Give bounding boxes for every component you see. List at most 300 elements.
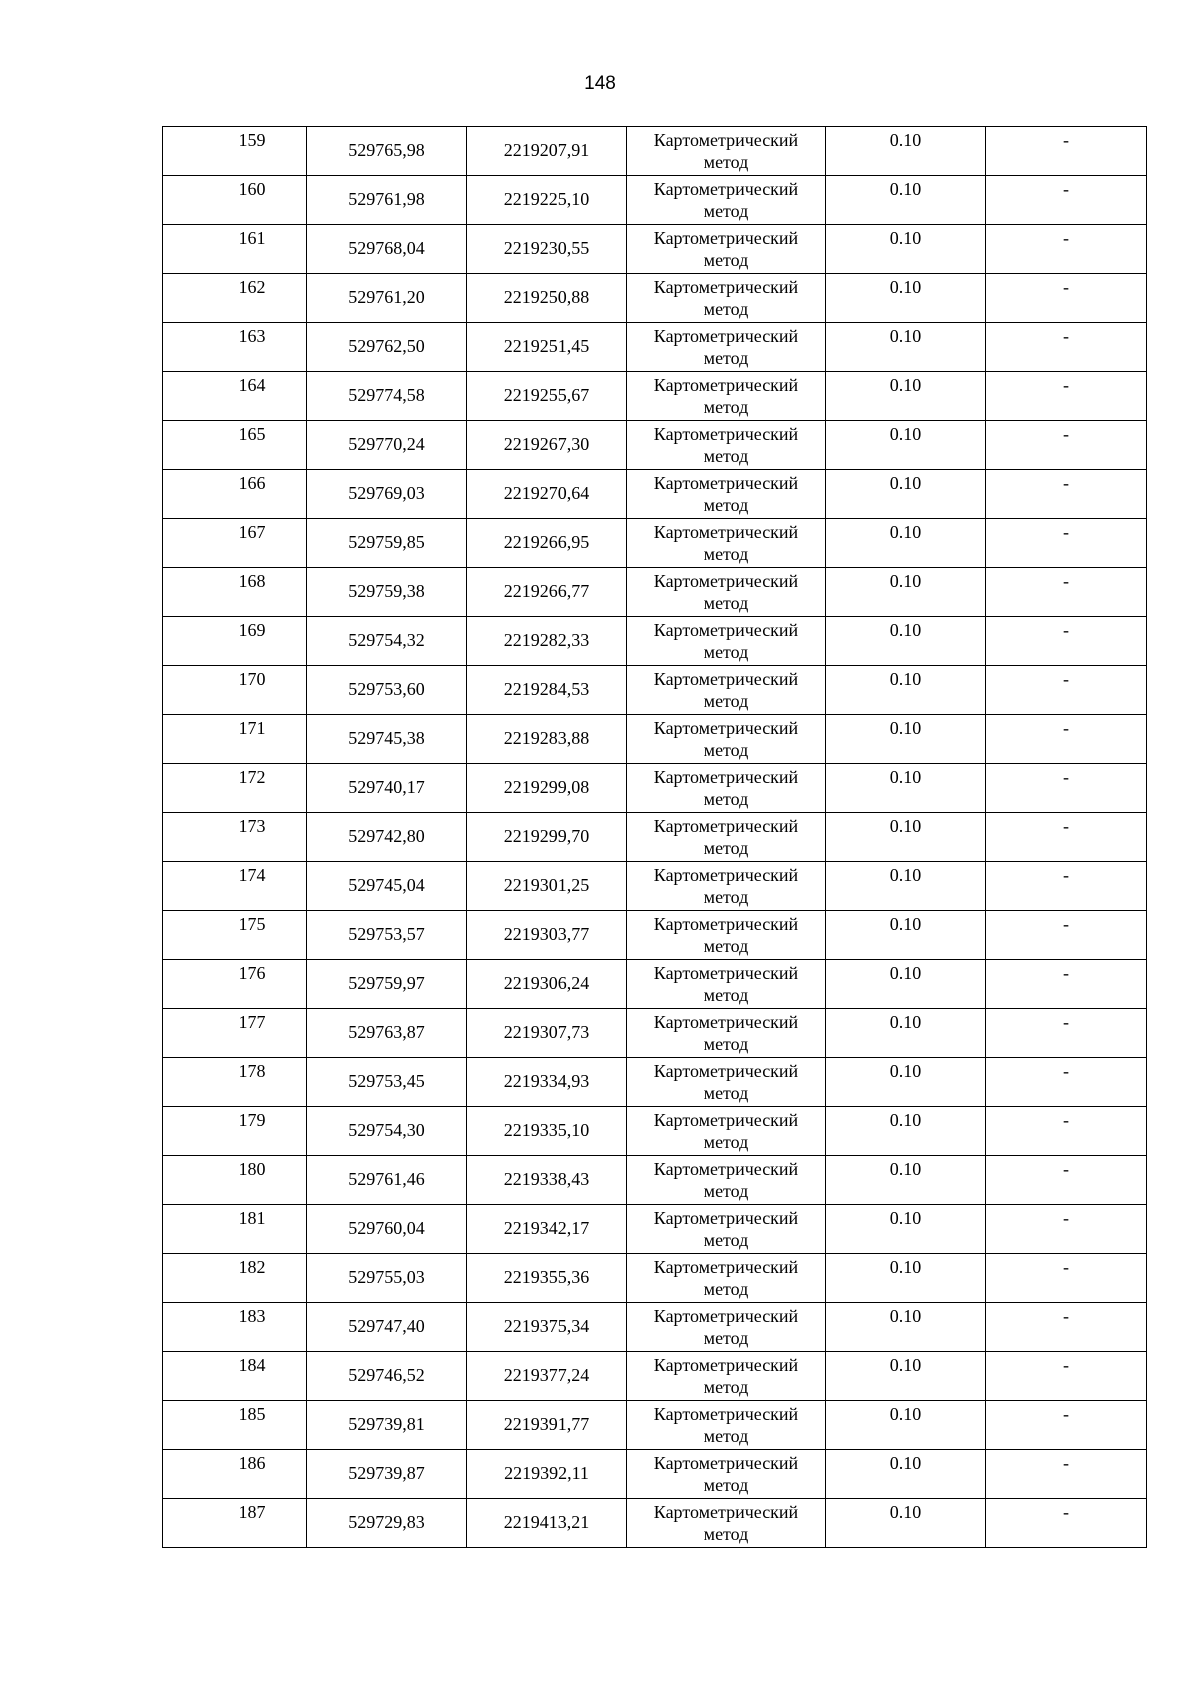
accuracy-cell xyxy=(826,519,986,568)
description-cell xyxy=(986,1499,1147,1548)
accuracy-cell xyxy=(826,1499,986,1548)
method-cell xyxy=(627,960,826,1009)
point-number-cell xyxy=(163,323,307,372)
point-number-cell xyxy=(163,470,307,519)
table-row xyxy=(163,862,1147,911)
y-coordinate-cell-text: 2219207,91 xyxy=(503,140,590,160)
method-cell xyxy=(627,1254,826,1303)
point-number-cell xyxy=(163,911,307,960)
point-number-cell-text: 176 xyxy=(238,963,266,983)
x-coordinate-cell-text: 529759,38 xyxy=(348,581,425,601)
point-number-cell xyxy=(163,1352,307,1401)
x-coordinate-cell xyxy=(307,372,467,421)
accuracy-cell-text: 0.10 xyxy=(889,1404,922,1424)
x-coordinate-cell xyxy=(307,1205,467,1254)
method-cell-text: Картометрический метод xyxy=(653,1404,799,1446)
table-row xyxy=(163,1107,1147,1156)
description-cell-text: - xyxy=(1063,816,1069,836)
description-cell xyxy=(986,372,1147,421)
accuracy-cell-text: 0.10 xyxy=(889,228,922,248)
accuracy-cell xyxy=(826,1303,986,1352)
table-row xyxy=(163,1205,1147,1254)
y-coordinate-cell-text: 2219266,77 xyxy=(503,581,590,601)
table-row xyxy=(163,1058,1147,1107)
point-number-cell-text: 174 xyxy=(238,865,266,885)
point-number-cell-text: 184 xyxy=(238,1355,266,1375)
method-cell xyxy=(627,764,826,813)
x-coordinate-cell xyxy=(307,1499,467,1548)
point-number-cell-text: 186 xyxy=(238,1453,266,1473)
point-number-cell-text: 185 xyxy=(238,1404,266,1424)
method-cell xyxy=(627,1107,826,1156)
table-row xyxy=(163,372,1147,421)
accuracy-cell xyxy=(826,911,986,960)
x-coordinate-cell-text: 529739,81 xyxy=(348,1414,425,1434)
point-number-cell xyxy=(163,1107,307,1156)
method-cell xyxy=(627,911,826,960)
point-number-cell-text: 166 xyxy=(238,473,266,493)
method-cell xyxy=(627,323,826,372)
method-cell xyxy=(627,666,826,715)
table-row xyxy=(163,519,1147,568)
y-coordinate-cell-text: 2219267,30 xyxy=(503,434,590,454)
point-number-cell xyxy=(163,1009,307,1058)
description-cell-text: - xyxy=(1063,1502,1069,1522)
y-coordinate-cell-text: 2219250,88 xyxy=(503,287,590,307)
point-number-cell-text: 171 xyxy=(238,718,266,738)
accuracy-cell xyxy=(826,666,986,715)
method-cell-text: Картометрический метод xyxy=(653,816,799,858)
accuracy-cell xyxy=(826,813,986,862)
accuracy-cell xyxy=(826,1205,986,1254)
method-cell-text: Картометрический метод xyxy=(653,1159,799,1201)
accuracy-cell-text: 0.10 xyxy=(889,1502,922,1522)
x-coordinate-cell xyxy=(307,862,467,911)
y-coordinate-cell xyxy=(467,568,627,617)
method-cell xyxy=(627,862,826,911)
description-cell-text: - xyxy=(1063,1159,1069,1179)
description-cell xyxy=(986,1450,1147,1499)
accuracy-cell-text: 0.10 xyxy=(889,1257,922,1277)
method-cell xyxy=(627,1205,826,1254)
method-cell-text: Картометрический метод xyxy=(653,228,799,270)
x-coordinate-cell-text: 529768,04 xyxy=(348,238,425,258)
description-cell-text: - xyxy=(1063,1453,1069,1473)
accuracy-cell-text: 0.10 xyxy=(889,816,922,836)
point-number-cell xyxy=(163,862,307,911)
y-coordinate-cell xyxy=(467,1401,627,1450)
description-cell-text: - xyxy=(1063,1110,1069,1130)
y-coordinate-cell xyxy=(467,225,627,274)
table-row xyxy=(163,1450,1147,1499)
x-coordinate-cell xyxy=(307,617,467,666)
point-number-cell xyxy=(163,1156,307,1205)
method-cell-text: Картометрический метод xyxy=(653,914,799,956)
y-coordinate-cell xyxy=(467,1009,627,1058)
method-cell xyxy=(627,1303,826,1352)
description-cell xyxy=(986,1401,1147,1450)
description-cell-text: - xyxy=(1063,718,1069,738)
x-coordinate-cell xyxy=(307,715,467,764)
x-coordinate-cell xyxy=(307,911,467,960)
x-coordinate-cell-text: 529770,24 xyxy=(348,434,425,454)
point-number-cell-text: 175 xyxy=(238,914,266,934)
table-row xyxy=(163,715,1147,764)
y-coordinate-cell-text: 2219334,93 xyxy=(503,1071,590,1091)
accuracy-cell xyxy=(826,421,986,470)
accuracy-cell-text: 0.10 xyxy=(889,963,922,983)
description-cell xyxy=(986,911,1147,960)
x-coordinate-cell-text: 529761,20 xyxy=(348,287,425,307)
table-row xyxy=(163,274,1147,323)
x-coordinate-cell xyxy=(307,127,467,176)
description-cell xyxy=(986,274,1147,323)
point-number-cell-text: 165 xyxy=(238,424,266,444)
accuracy-cell xyxy=(826,372,986,421)
method-cell xyxy=(627,1009,826,1058)
y-coordinate-cell-text: 2219299,08 xyxy=(503,777,590,797)
page-number: 148 xyxy=(584,73,616,94)
method-cell xyxy=(627,274,826,323)
accuracy-cell xyxy=(826,1401,986,1450)
method-cell-text: Картометрический метод xyxy=(653,1012,799,1054)
accuracy-cell xyxy=(826,127,986,176)
y-coordinate-cell xyxy=(467,911,627,960)
x-coordinate-cell xyxy=(307,1107,467,1156)
table-row xyxy=(163,1352,1147,1401)
method-cell-text: Картометрический метод xyxy=(653,620,799,662)
x-coordinate-cell-text: 529769,03 xyxy=(348,483,425,503)
y-coordinate-cell-text: 2219391,77 xyxy=(503,1414,590,1434)
accuracy-cell-text: 0.10 xyxy=(889,1012,922,1032)
point-number-cell xyxy=(163,568,307,617)
x-coordinate-cell-text: 529739,87 xyxy=(348,1463,425,1483)
method-cell-text: Картометрический метод xyxy=(653,767,799,809)
description-cell-text: - xyxy=(1063,179,1069,199)
accuracy-cell xyxy=(826,323,986,372)
method-cell-text: Картометрический метод xyxy=(653,865,799,907)
description-cell xyxy=(986,519,1147,568)
description-cell xyxy=(986,127,1147,176)
accuracy-cell-text: 0.10 xyxy=(889,1159,922,1179)
y-coordinate-cell xyxy=(467,176,627,225)
accuracy-cell-text: 0.10 xyxy=(889,1355,922,1375)
description-cell-text: - xyxy=(1063,1012,1069,1032)
description-cell-text: - xyxy=(1063,669,1069,689)
method-cell-text: Картометрический метод xyxy=(653,1257,799,1299)
method-cell-text: Картометрический метод xyxy=(653,1502,799,1544)
accuracy-cell-text: 0.10 xyxy=(889,1453,922,1473)
y-coordinate-cell-text: 2219303,77 xyxy=(503,924,590,944)
table-row xyxy=(163,225,1147,274)
point-number-cell xyxy=(163,1401,307,1450)
method-cell-text: Картометрический метод xyxy=(653,1061,799,1103)
accuracy-cell xyxy=(826,617,986,666)
accuracy-cell xyxy=(826,1058,986,1107)
description-cell xyxy=(986,1254,1147,1303)
x-coordinate-cell-text: 529755,03 xyxy=(348,1267,425,1287)
y-coordinate-cell xyxy=(467,1450,627,1499)
method-cell-text: Картометрический метод xyxy=(653,1110,799,1152)
x-coordinate-cell-text: 529761,98 xyxy=(348,189,425,209)
point-number-cell-text: 181 xyxy=(238,1208,266,1228)
x-coordinate-cell xyxy=(307,1009,467,1058)
table-row xyxy=(163,1009,1147,1058)
y-coordinate-cell xyxy=(467,1352,627,1401)
description-cell-text: - xyxy=(1063,1404,1069,1424)
table-row xyxy=(163,1156,1147,1205)
accuracy-cell-text: 0.10 xyxy=(889,130,922,150)
table-row xyxy=(163,568,1147,617)
table-row xyxy=(163,176,1147,225)
method-cell xyxy=(627,127,826,176)
table-row xyxy=(163,127,1147,176)
y-coordinate-cell-text: 2219266,95 xyxy=(503,532,590,552)
accuracy-cell-text: 0.10 xyxy=(889,522,922,542)
x-coordinate-cell-text: 529759,85 xyxy=(348,532,425,552)
point-number-cell-text: 163 xyxy=(238,326,266,346)
y-coordinate-cell-text: 2219283,88 xyxy=(503,728,590,748)
point-number-cell-text: 169 xyxy=(238,620,266,640)
accuracy-cell xyxy=(826,1352,986,1401)
description-cell-text: - xyxy=(1063,228,1069,248)
method-cell-text: Картометрический метод xyxy=(653,375,799,417)
description-cell-text: - xyxy=(1063,865,1069,885)
y-coordinate-cell xyxy=(467,764,627,813)
accuracy-cell-text: 0.10 xyxy=(889,179,922,199)
y-coordinate-cell-text: 2219413,21 xyxy=(503,1512,590,1532)
description-cell-text: - xyxy=(1063,277,1069,297)
method-cell-text: Картометрический метод xyxy=(653,1208,799,1250)
description-cell xyxy=(986,1009,1147,1058)
method-cell-text: Картометрический метод xyxy=(653,326,799,368)
point-number-cell-text: 167 xyxy=(238,522,266,542)
accuracy-cell xyxy=(826,1156,986,1205)
x-coordinate-cell xyxy=(307,519,467,568)
x-coordinate-cell xyxy=(307,813,467,862)
coordinates-table xyxy=(162,126,1147,1548)
description-cell-text: - xyxy=(1063,130,1069,150)
x-coordinate-cell-text: 529753,45 xyxy=(348,1071,425,1091)
description-cell xyxy=(986,470,1147,519)
accuracy-cell xyxy=(826,1107,986,1156)
accuracy-cell-text: 0.10 xyxy=(889,571,922,591)
x-coordinate-cell-text: 529753,60 xyxy=(348,679,425,699)
point-number-cell xyxy=(163,960,307,1009)
point-number-cell-text: 162 xyxy=(238,277,266,297)
point-number-cell-text: 179 xyxy=(238,1110,266,1130)
accuracy-cell xyxy=(826,862,986,911)
point-number-cell xyxy=(163,519,307,568)
description-cell-text: - xyxy=(1063,914,1069,934)
description-cell-text: - xyxy=(1063,767,1069,787)
description-cell xyxy=(986,666,1147,715)
description-cell-text: - xyxy=(1063,1257,1069,1277)
method-cell-text: Картометрический метод xyxy=(653,179,799,221)
y-coordinate-cell-text: 2219377,24 xyxy=(503,1365,590,1385)
description-cell xyxy=(986,764,1147,813)
description-cell-text: - xyxy=(1063,1061,1069,1081)
y-coordinate-cell xyxy=(467,274,627,323)
x-coordinate-cell-text: 529765,98 xyxy=(348,140,425,160)
point-number-cell xyxy=(163,715,307,764)
description-cell-text: - xyxy=(1063,522,1069,542)
y-coordinate-cell-text: 2219225,10 xyxy=(503,189,590,209)
accuracy-cell-text: 0.10 xyxy=(889,914,922,934)
accuracy-cell-text: 0.10 xyxy=(889,473,922,493)
method-cell-text: Картометрический метод xyxy=(653,277,799,319)
accuracy-cell xyxy=(826,225,986,274)
accuracy-cell xyxy=(826,470,986,519)
y-coordinate-cell xyxy=(467,470,627,519)
y-coordinate-cell-text: 2219338,43 xyxy=(503,1169,590,1189)
y-coordinate-cell-text: 2219355,36 xyxy=(503,1267,590,1287)
description-cell xyxy=(986,1058,1147,1107)
description-cell-text: - xyxy=(1063,375,1069,395)
method-cell xyxy=(627,568,826,617)
y-coordinate-cell-text: 2219342,17 xyxy=(503,1218,590,1238)
point-number-cell xyxy=(163,813,307,862)
y-coordinate-cell xyxy=(467,1058,627,1107)
accuracy-cell xyxy=(826,1450,986,1499)
x-coordinate-cell xyxy=(307,1352,467,1401)
table-row xyxy=(163,1303,1147,1352)
point-number-cell xyxy=(163,421,307,470)
y-coordinate-cell xyxy=(467,127,627,176)
y-coordinate-cell xyxy=(467,862,627,911)
description-cell xyxy=(986,1303,1147,1352)
accuracy-cell xyxy=(826,1254,986,1303)
y-coordinate-cell-text: 2219299,70 xyxy=(503,826,590,846)
point-number-cell xyxy=(163,1058,307,1107)
point-number-cell xyxy=(163,176,307,225)
method-cell xyxy=(627,1156,826,1205)
method-cell xyxy=(627,519,826,568)
table-row xyxy=(163,1499,1147,1548)
y-coordinate-cell xyxy=(467,960,627,1009)
accuracy-cell-text: 0.10 xyxy=(889,1110,922,1130)
x-coordinate-cell xyxy=(307,1058,467,1107)
point-number-cell xyxy=(163,1205,307,1254)
description-cell xyxy=(986,225,1147,274)
point-number-cell-text: 180 xyxy=(238,1159,266,1179)
accuracy-cell xyxy=(826,568,986,617)
accuracy-cell-text: 0.10 xyxy=(889,1306,922,1326)
x-coordinate-cell-text: 529745,04 xyxy=(348,875,425,895)
table-row xyxy=(163,960,1147,1009)
y-coordinate-cell-text: 2219306,24 xyxy=(503,973,590,993)
method-cell-text: Картометрический метод xyxy=(653,571,799,613)
point-number-cell-text: 164 xyxy=(238,375,266,395)
accuracy-cell-text: 0.10 xyxy=(889,767,922,787)
method-cell xyxy=(627,1401,826,1450)
method-cell xyxy=(627,617,826,666)
point-number-cell-text: 172 xyxy=(238,767,266,787)
method-cell-text: Картометрический метод xyxy=(653,522,799,564)
point-number-cell xyxy=(163,617,307,666)
accuracy-cell xyxy=(826,960,986,1009)
method-cell xyxy=(627,470,826,519)
method-cell-text: Картометрический метод xyxy=(653,424,799,466)
accuracy-cell-text: 0.10 xyxy=(889,277,922,297)
table-row xyxy=(163,323,1147,372)
point-number-cell xyxy=(163,666,307,715)
coordinates-table-body xyxy=(163,127,1147,1548)
table-row xyxy=(163,764,1147,813)
x-coordinate-cell-text: 529740,17 xyxy=(348,777,425,797)
x-coordinate-cell-text: 529754,32 xyxy=(348,630,425,650)
description-cell-text: - xyxy=(1063,326,1069,346)
x-coordinate-cell xyxy=(307,421,467,470)
y-coordinate-cell xyxy=(467,421,627,470)
x-coordinate-cell xyxy=(307,1450,467,1499)
x-coordinate-cell-text: 529729,83 xyxy=(348,1512,425,1532)
y-coordinate-cell xyxy=(467,666,627,715)
y-coordinate-cell xyxy=(467,1205,627,1254)
accuracy-cell-text: 0.10 xyxy=(889,1208,922,1228)
y-coordinate-cell-text: 2219284,53 xyxy=(503,679,590,699)
description-cell xyxy=(986,715,1147,764)
y-coordinate-cell xyxy=(467,1303,627,1352)
method-cell xyxy=(627,1352,826,1401)
point-number-cell-text: 170 xyxy=(238,669,266,689)
x-coordinate-cell-text: 529761,46 xyxy=(348,1169,425,1189)
description-cell xyxy=(986,176,1147,225)
description-cell-text: - xyxy=(1063,620,1069,640)
accuracy-cell-text: 0.10 xyxy=(889,865,922,885)
x-coordinate-cell xyxy=(307,1156,467,1205)
method-cell xyxy=(627,176,826,225)
method-cell-text: Картометрический метод xyxy=(653,963,799,1005)
point-number-cell-text: 173 xyxy=(238,816,266,836)
description-cell xyxy=(986,960,1147,1009)
y-coordinate-cell-text: 2219335,10 xyxy=(503,1120,590,1140)
accuracy-cell xyxy=(826,764,986,813)
description-cell xyxy=(986,1352,1147,1401)
y-coordinate-cell xyxy=(467,1499,627,1548)
x-coordinate-cell xyxy=(307,764,467,813)
description-cell xyxy=(986,323,1147,372)
x-coordinate-cell-text: 529774,58 xyxy=(348,385,425,405)
y-coordinate-cell-text: 2219375,34 xyxy=(503,1316,590,1336)
accuracy-cell xyxy=(826,176,986,225)
y-coordinate-cell-text: 2219270,64 xyxy=(503,483,590,503)
x-coordinate-cell xyxy=(307,960,467,1009)
accuracy-cell-text: 0.10 xyxy=(889,375,922,395)
description-cell-text: - xyxy=(1063,424,1069,444)
accuracy-cell-text: 0.10 xyxy=(889,669,922,689)
accuracy-cell-text: 0.10 xyxy=(889,718,922,738)
x-coordinate-cell xyxy=(307,568,467,617)
accuracy-cell xyxy=(826,274,986,323)
x-coordinate-cell xyxy=(307,323,467,372)
y-coordinate-cell xyxy=(467,372,627,421)
y-coordinate-cell xyxy=(467,1107,627,1156)
description-cell xyxy=(986,421,1147,470)
method-cell xyxy=(627,421,826,470)
accuracy-cell xyxy=(826,1009,986,1058)
point-number-cell xyxy=(163,1499,307,1548)
description-cell-text: - xyxy=(1063,571,1069,591)
table-row xyxy=(163,911,1147,960)
table-row xyxy=(163,617,1147,666)
table-row xyxy=(163,813,1147,862)
method-cell xyxy=(627,1499,826,1548)
y-coordinate-cell-text: 2219255,67 xyxy=(503,385,590,405)
method-cell-text: Картометрический метод xyxy=(653,1355,799,1397)
point-number-cell-text: 178 xyxy=(238,1061,266,1081)
method-cell xyxy=(627,1058,826,1107)
